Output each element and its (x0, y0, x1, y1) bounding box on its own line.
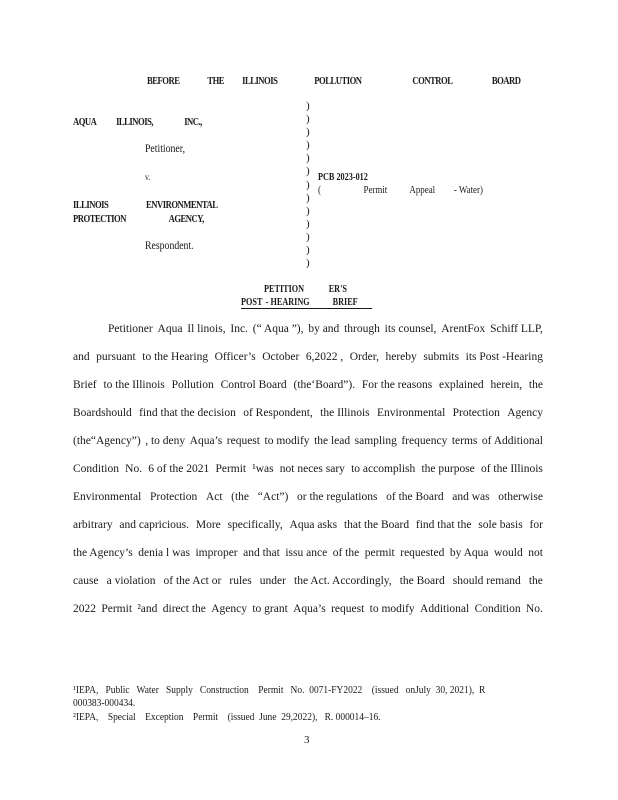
body-word: and (73, 351, 90, 363)
body-word: terms (451, 435, 478, 447)
body-word: Permit (101, 603, 133, 615)
body-word: to modify (264, 435, 310, 447)
footnote-2: ²IEPA, Special Exception Permit (issued June 29,2022), R. 000014–16. (73, 711, 381, 723)
body-word: the lead (314, 435, 351, 447)
header-word: POLLUTION (314, 76, 362, 87)
body-word: of the Illinois (480, 463, 543, 475)
body-word: to grant (252, 603, 288, 615)
body-word: Il linois, (187, 323, 226, 335)
body-word: frequency (401, 435, 448, 447)
respondent-role: Respondent. (145, 240, 194, 252)
body-word: the (528, 379, 543, 391)
body-word: its counsel, (384, 323, 437, 335)
body-word: its Post -Hearing (465, 351, 543, 363)
body-word: 6,2022 , (305, 351, 344, 363)
brief-title-line1: PETITION ER'S (264, 284, 347, 295)
body-word: Agency (211, 603, 247, 615)
body-word: permit (364, 547, 395, 559)
body-word: (the“Agency”) (73, 435, 141, 447)
body-word: not (528, 547, 543, 559)
body-word: Schiff LLP, (490, 323, 543, 335)
body-word: Protection (452, 407, 500, 419)
body-line (73, 547, 543, 559)
body-line (73, 407, 543, 419)
body-word: by Aqua (449, 547, 489, 559)
body-word: the purpose (421, 463, 475, 475)
body-word: , to deny (145, 435, 186, 447)
body-word: Condition (474, 603, 521, 615)
body-word: Permit (215, 463, 247, 475)
body-word: Pollution (171, 379, 214, 391)
body-word: find that the decision (139, 407, 236, 419)
body-word: should remand (452, 575, 521, 587)
body-word: Aqua’s (293, 603, 326, 615)
body-word: Order, (349, 351, 379, 363)
body-line (73, 519, 543, 531)
body-word: (“ Aqua ”), (252, 323, 304, 335)
petitioner-name: AQUA ILLINOIS, INC., (73, 117, 202, 128)
body-line (73, 603, 543, 615)
body-word: that the Board (343, 519, 410, 531)
body-word: to modify (369, 603, 415, 615)
body-word: by and (308, 323, 340, 335)
body-word: arbitrary (73, 519, 113, 531)
body-word: the Agency’s (73, 547, 133, 559)
body-word: Brief (73, 379, 97, 391)
footnote-1-cont: 000383-000434. (73, 697, 136, 709)
body-word: the (528, 575, 543, 587)
versus: v. (145, 172, 151, 182)
body-word: Aqua asks (289, 519, 338, 531)
header-word: BEFORE (147, 76, 180, 87)
body-word: pursuant (96, 351, 136, 363)
body-word: “Act”) (257, 491, 289, 503)
body-word: specifically, (227, 519, 283, 531)
body-word: or the regulations (296, 491, 378, 503)
body-word: sampling (354, 435, 397, 447)
body-word: issu ance (285, 547, 328, 559)
body-word: request (226, 435, 260, 447)
body-word: to the Illinois (103, 379, 165, 391)
body-word: sole basis (478, 519, 523, 531)
body-word: Environmental (73, 491, 142, 503)
footnote-1: ¹IEPA, Public Water Supply Construction Permit No. 0071-FY2022 (issued onJuly 30, 2021), R (73, 684, 486, 696)
body-word: would (493, 547, 523, 559)
body-word: of the Act or (163, 575, 222, 587)
body-word: of the Board (386, 491, 444, 503)
header-word: CONTROL (412, 76, 453, 87)
body-word: Inc. (230, 323, 248, 335)
body-word: No. (125, 463, 143, 475)
body-word: a violation (106, 575, 156, 587)
body-word: explained (438, 379, 484, 391)
body-word: Act (205, 491, 223, 503)
body-word: Control Board (220, 379, 287, 391)
body-word: 2022 (73, 603, 96, 615)
body-word: Additional (420, 603, 470, 615)
body-word: Condition (73, 463, 120, 475)
body-word: ¹was (252, 463, 274, 475)
petitioner-role: Petitioner, (145, 143, 186, 155)
body-word: of Additional (481, 435, 543, 447)
body-word: of Respondent, (243, 407, 313, 419)
body-word: For the reasons (361, 379, 433, 391)
body-line (108, 323, 543, 335)
body-word: submits (423, 351, 460, 363)
case-number: PCB 2023-012 (318, 172, 368, 183)
brief-title-line2: POST - HEARING BRIEF (241, 297, 372, 309)
body-word: Aqua (157, 323, 183, 335)
body-word: and was (452, 491, 490, 503)
body-word: rules (229, 575, 252, 587)
body-word: otherwise (498, 491, 543, 503)
body-word: for (529, 519, 543, 531)
body-word: October (262, 351, 300, 363)
body-word: through (344, 323, 380, 335)
caption-parentheses: ) ) ) ) ) ) ) ) ) ) ) ) ) (306, 100, 310, 270)
body-word: request (331, 603, 365, 615)
body-word: (the‘Board”). (293, 379, 356, 391)
body-word: improper (195, 547, 238, 559)
body-line (73, 463, 543, 475)
body-word: requested (400, 547, 445, 559)
body-word: denia l was (138, 547, 190, 559)
body-word: (the (231, 491, 250, 503)
respondent-name-line1: ILLINOIS ENVIRONMENTAL (73, 200, 218, 211)
header-word: THE (207, 76, 225, 87)
body-word: Protection (149, 491, 198, 503)
body-word: under (259, 575, 286, 587)
body-word: of the (332, 547, 360, 559)
body-word: direct the (162, 603, 206, 615)
body-word: and capricious. (119, 519, 190, 531)
body-word: the Act. Accordingly, (294, 575, 392, 587)
body-word: No. (525, 603, 543, 615)
body-word: to the Hearing (142, 351, 209, 363)
body-word: hereby (385, 351, 417, 363)
body-word: More (195, 519, 221, 531)
court-name (147, 76, 520, 87)
footnote-divider (73, 676, 223, 677)
body-word: find that the (415, 519, 472, 531)
header-word: BOARD (491, 76, 521, 87)
body-word: Agency (507, 407, 543, 419)
body-line (73, 435, 543, 447)
respondent-name-line2: PROTECTION AGENCY, (73, 214, 204, 225)
body-word: Environmental (376, 407, 446, 419)
body-word: 6 of the 2021 (148, 463, 210, 475)
body-word: and that (243, 547, 280, 559)
body-word: not neces sary (279, 463, 345, 475)
body-line (73, 351, 543, 363)
body-word: cause (73, 575, 99, 587)
body-line (73, 491, 543, 503)
body-word: Officer’s (214, 351, 256, 363)
case-type: ( Permit Appeal - Water) (318, 185, 483, 196)
body-word: ²and (137, 603, 158, 615)
body-line (73, 575, 543, 587)
body-line (73, 379, 543, 391)
body-word: Aqua’s (189, 435, 223, 447)
header-word: ILLINOIS (242, 76, 278, 87)
body-word: to accomplish (351, 463, 416, 475)
page-number: 3 (304, 734, 310, 746)
body-word: the Illinois (320, 407, 370, 419)
body-word: ArentFox (441, 323, 486, 335)
body-word: Petitioner (108, 323, 153, 335)
body-word: herein, (490, 379, 523, 391)
body-word: the Board (399, 575, 445, 587)
body-word: Boardshould (73, 407, 132, 419)
